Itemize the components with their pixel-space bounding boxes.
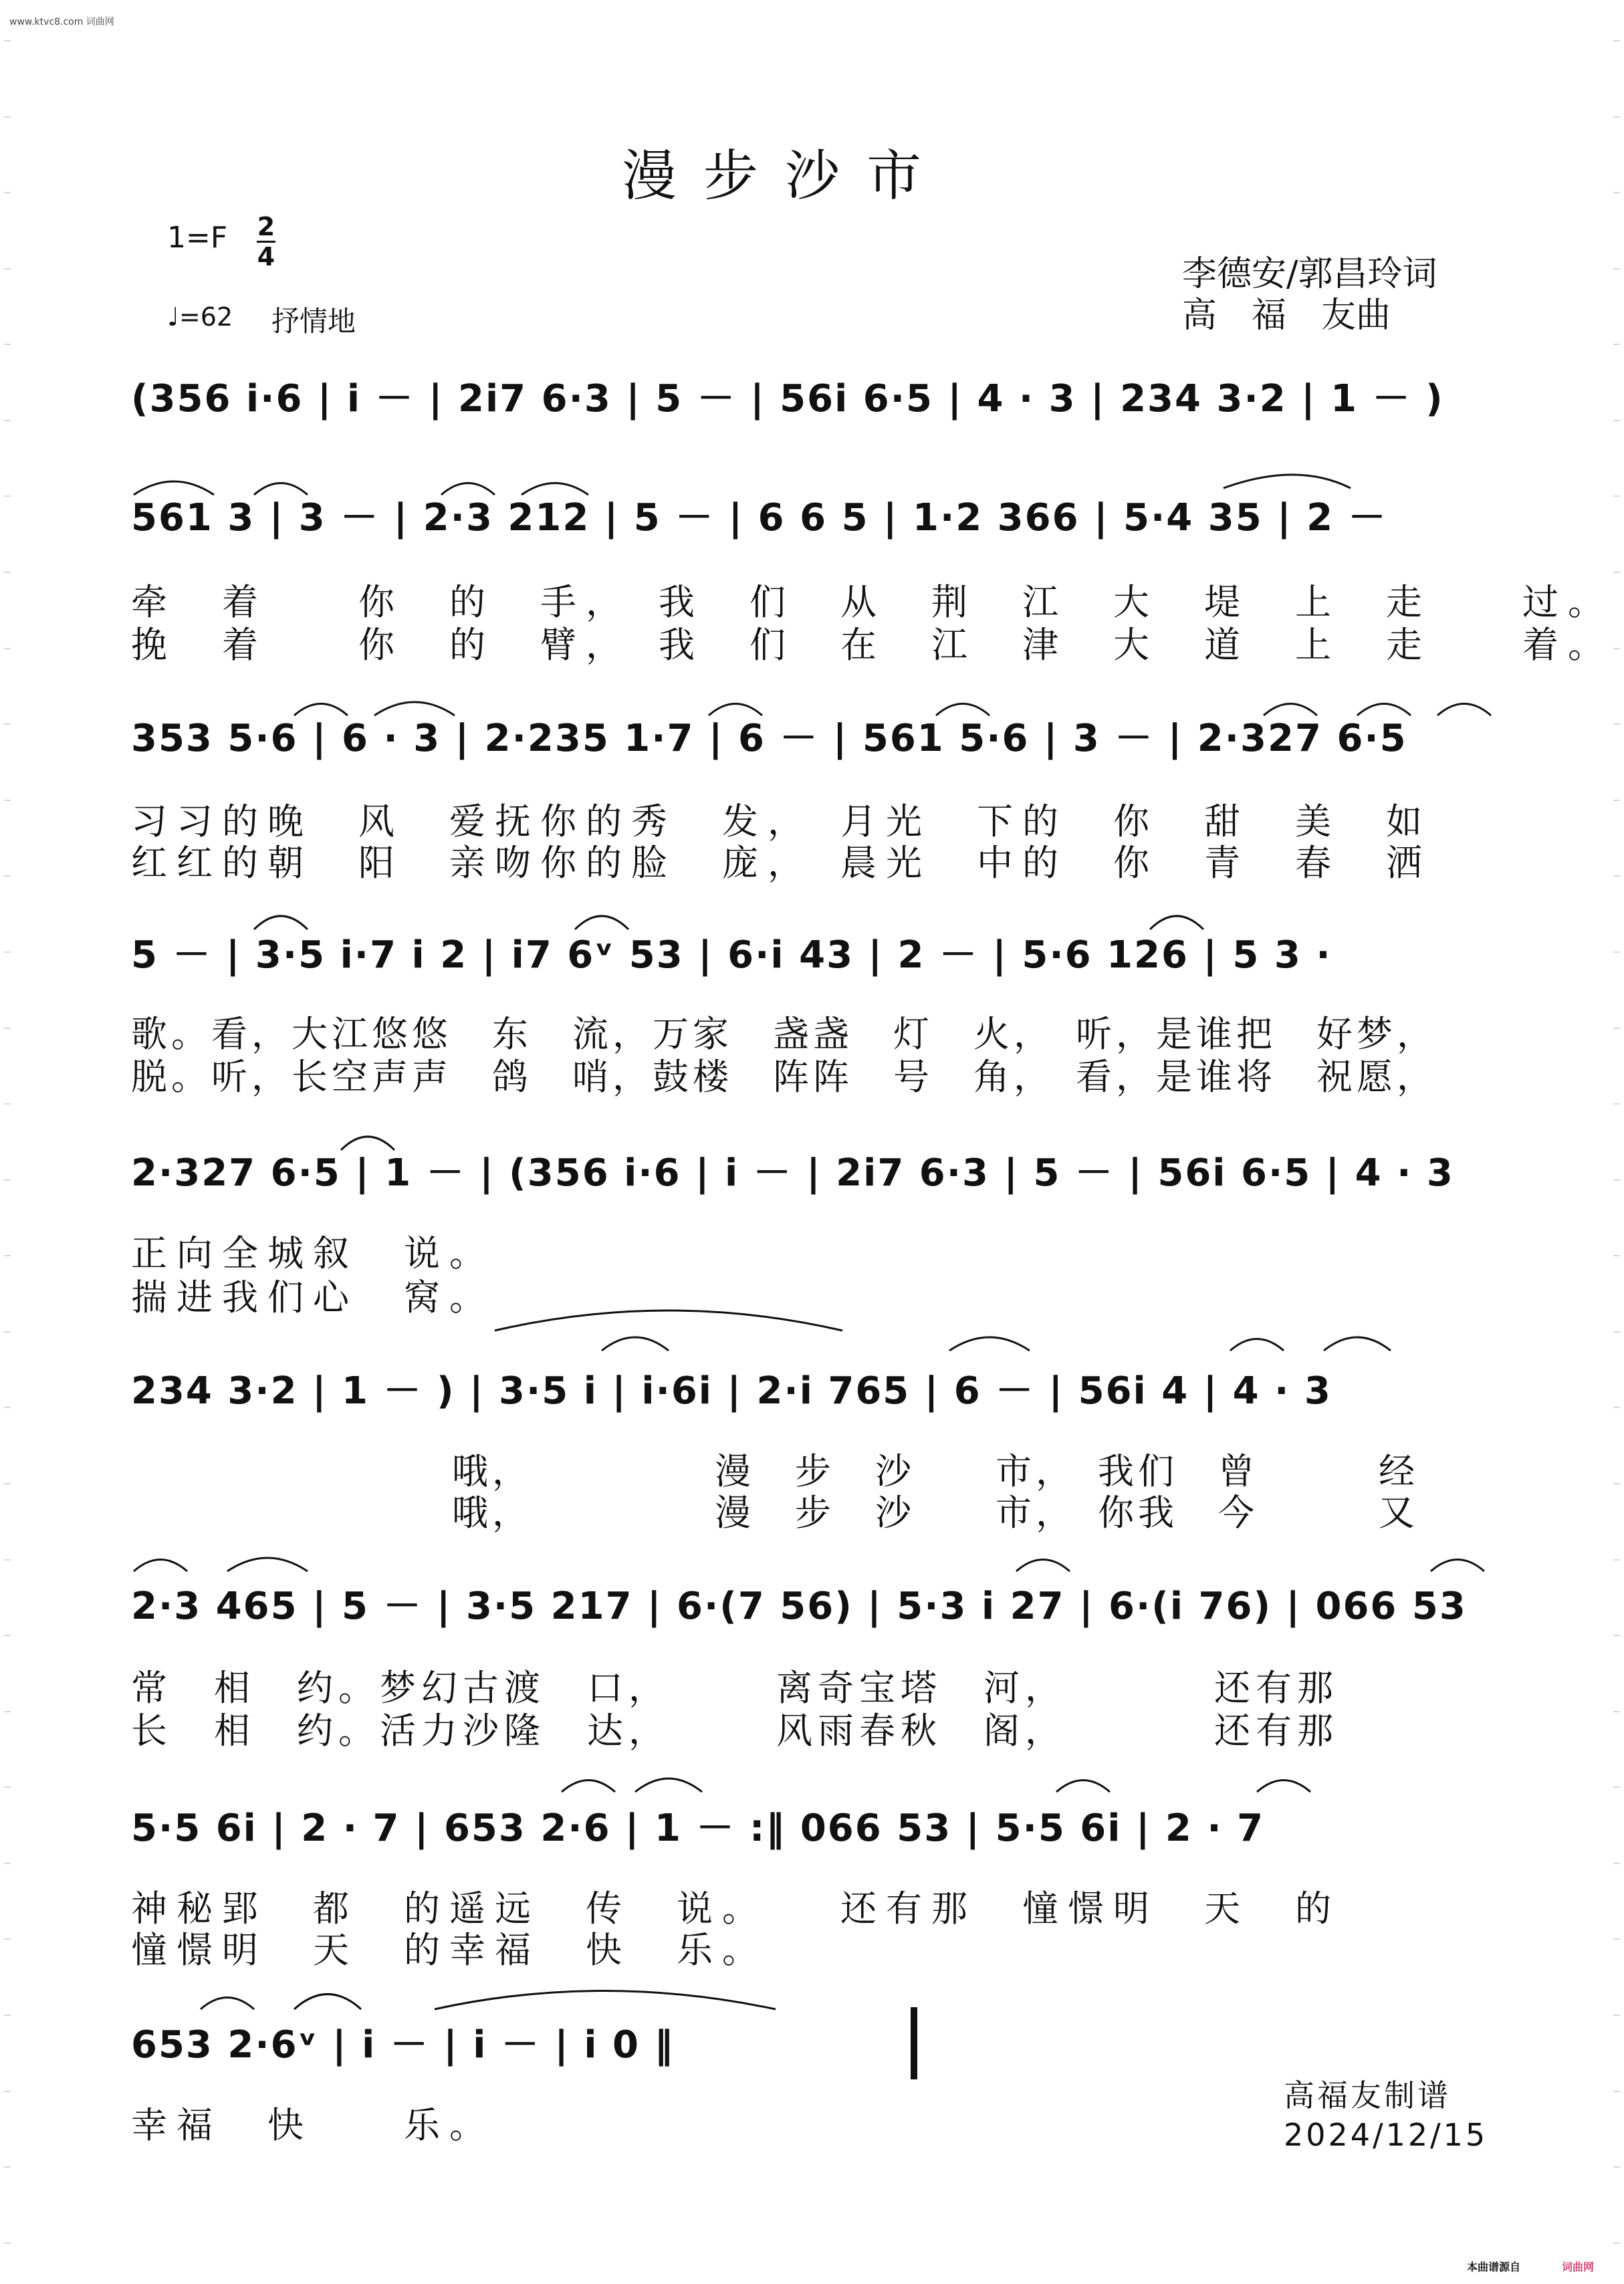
final-barline [911, 2007, 917, 2079]
footer-site-label: 词曲网 [1562, 2261, 1595, 2273]
slur-arc [1016, 1560, 1070, 1572]
lyricist-credit: 李德安/郭昌玲词 [1182, 254, 1437, 294]
lyric-line-7b: 长 相 约。活力沙隆 达， 风雨春秋 阁， 还有那 [131, 1710, 1339, 1752]
slur-arc [294, 704, 348, 716]
slur-arc [562, 1781, 615, 1793]
footer-source-label: 本曲谱源自 [1467, 2261, 1521, 2273]
notation-system-1: (356 i·6 | i － | 2i7 6·3 | 5 － | 56i 6·5 | 4 · 3 | 234 3·2 | 1 － ) [131, 377, 1444, 421]
slur-arc [1437, 704, 1491, 716]
lyric-line-3b: 红红的朝 阳 亲吻你的脸 庞， 晨光 中的 你 青 春 洒 [131, 842, 1431, 884]
song-title: 漫步沙市 [622, 144, 949, 208]
slur-arc [201, 1998, 254, 2010]
key-signature: 1=F [167, 221, 228, 255]
lyric-line-7a: 常 相 约。梦幻古渡 口， 离奇宝塔 河， 还有那 [131, 1667, 1339, 1709]
lyric-line-2b: 挽 着 你 的 臂， 我 们 在 江 津 大 道 上 走 着。 [131, 624, 1613, 666]
slur-arc [1150, 916, 1203, 929]
time-signature-bottom: 4 [257, 242, 275, 271]
arrangement-date: 2024/12/15 [1284, 2117, 1488, 2153]
slur-arc [1257, 1781, 1310, 1793]
slur-arc [602, 1337, 669, 1351]
notation-system-9: 653 2·6ᵛ | i － | i － | i 0 ‖ [131, 2023, 675, 2067]
slur-arc [134, 1560, 187, 1572]
slur-arc [1230, 1339, 1284, 1351]
lyric-line-5a: 正向全城叙 说。 [131, 1232, 495, 1274]
slur-arc [495, 1310, 842, 1331]
lyric-line-3a: 习习的晚 风 爱抚你的秀 发， 月光 下的 你 甜 美 如 [131, 800, 1431, 842]
notation-system-3: 353 5·6 | 6 · 3 | 2·235 1·7 | 6 － | 561 5·6 | 3 － | 2·327 6·5 [131, 717, 1407, 760]
expression-mark: 抒情地 [271, 305, 356, 338]
slur-arc [1264, 704, 1317, 716]
notation-system-6: 234 3·2 | 1 － ) | 3·5 i | i·6i | 2·i 765 | 6 － | 56i 4 | 4 · 3 [131, 1369, 1332, 1413]
slur-arc [1324, 1337, 1391, 1351]
slur-arc [1357, 704, 1411, 716]
slur-arc [635, 1779, 702, 1792]
lyric-line-5b: 揣进我们心 窝。 [131, 1276, 495, 1319]
slur-arc [254, 483, 308, 495]
notation-system-4: 5 － | 3·5 i·7 i 2 | i7 6ᵛ 53 | 6·i 43 | 2 － | 5·6 126 | 5 3 · [131, 933, 1332, 977]
slur-arc [254, 916, 308, 929]
slur-arc [1431, 1560, 1484, 1572]
slur-arc [374, 702, 455, 715]
slur-arc [949, 1337, 1030, 1351]
slur-arc [341, 1137, 394, 1150]
slur-arc [435, 1991, 776, 2010]
slur-arc [709, 704, 762, 716]
lyric-line-8b: 憧憬明 天 的幸福 快 乐。 [131, 1929, 768, 1971]
notation-system-7: 2·3 465 | 5 － | 3·5 217 | 6·(7 56) | 5·3 i 27 | 6·(i 76) | 066 53 [131, 1585, 1467, 1628]
slur-arc [1056, 1781, 1110, 1793]
composer-credit: 高 福 友曲 [1182, 296, 1391, 336]
slur-arc [441, 483, 495, 495]
slur-arc [134, 481, 214, 495]
time-signature-top: 2 [257, 212, 275, 241]
slur-arc [575, 916, 628, 929]
slur-arc [521, 483, 588, 495]
lyric-line-4b: 脱。听，长空声声 鸽 哨，鼓楼 阵阵 号 角， 看，是谁将 祝愿， [131, 1056, 1437, 1098]
lyric-line-6b: 哦， 漫 步 沙 市， 你我 今 又 [131, 1492, 1419, 1534]
lyric-line-9a: 幸福 快 乐。 [131, 2104, 495, 2146]
notation-system-5: 2·327 6·5 | 1 － | (356 i·6 | i － | 2i7 6·3 | 5 － | 56i 6·5 | 4 · 3 [131, 1151, 1454, 1195]
slur-arc [936, 704, 990, 716]
lyric-line-2a: 牵 着 你 的 手， 我 们 从 荆 江 大 堤 上 走 过。 [131, 581, 1613, 623]
lyric-line-6a: 哦， 漫 步 沙 市， 我们 曾 经 [131, 1450, 1419, 1492]
notation-system-2: 561 3 | 3 － | 2·3 212 | 5 － | 6 6 5 | 1·2 366 | 5·4 35 | 2 － [131, 496, 1387, 540]
notation-system-8: 5·5 6i | 2 · 7 | 653 2·6 | 1 － :‖ 066 53 | 5·5 6i | 2 · 7 [131, 1807, 1265, 1850]
slur-arc [1224, 475, 1351, 488]
lyric-line-8a: 神秘郢 都 的遥远 传 说。 还有那 憧憬明 天 的 [131, 1888, 1341, 1930]
site-watermark: www.ktvc8.com 词曲网 [9, 17, 114, 27]
slur-arc [227, 1558, 308, 1571]
slur-arc [294, 1994, 361, 2010]
arranger-credit: 高福友制谱 [1284, 2077, 1451, 2114]
lyric-line-4a: 歌。看，大江悠悠 东 流，万家 盏盏 灯 火， 听，是谁把 好梦， [131, 1013, 1437, 1055]
tempo-mark: ♩=62 [167, 302, 233, 332]
